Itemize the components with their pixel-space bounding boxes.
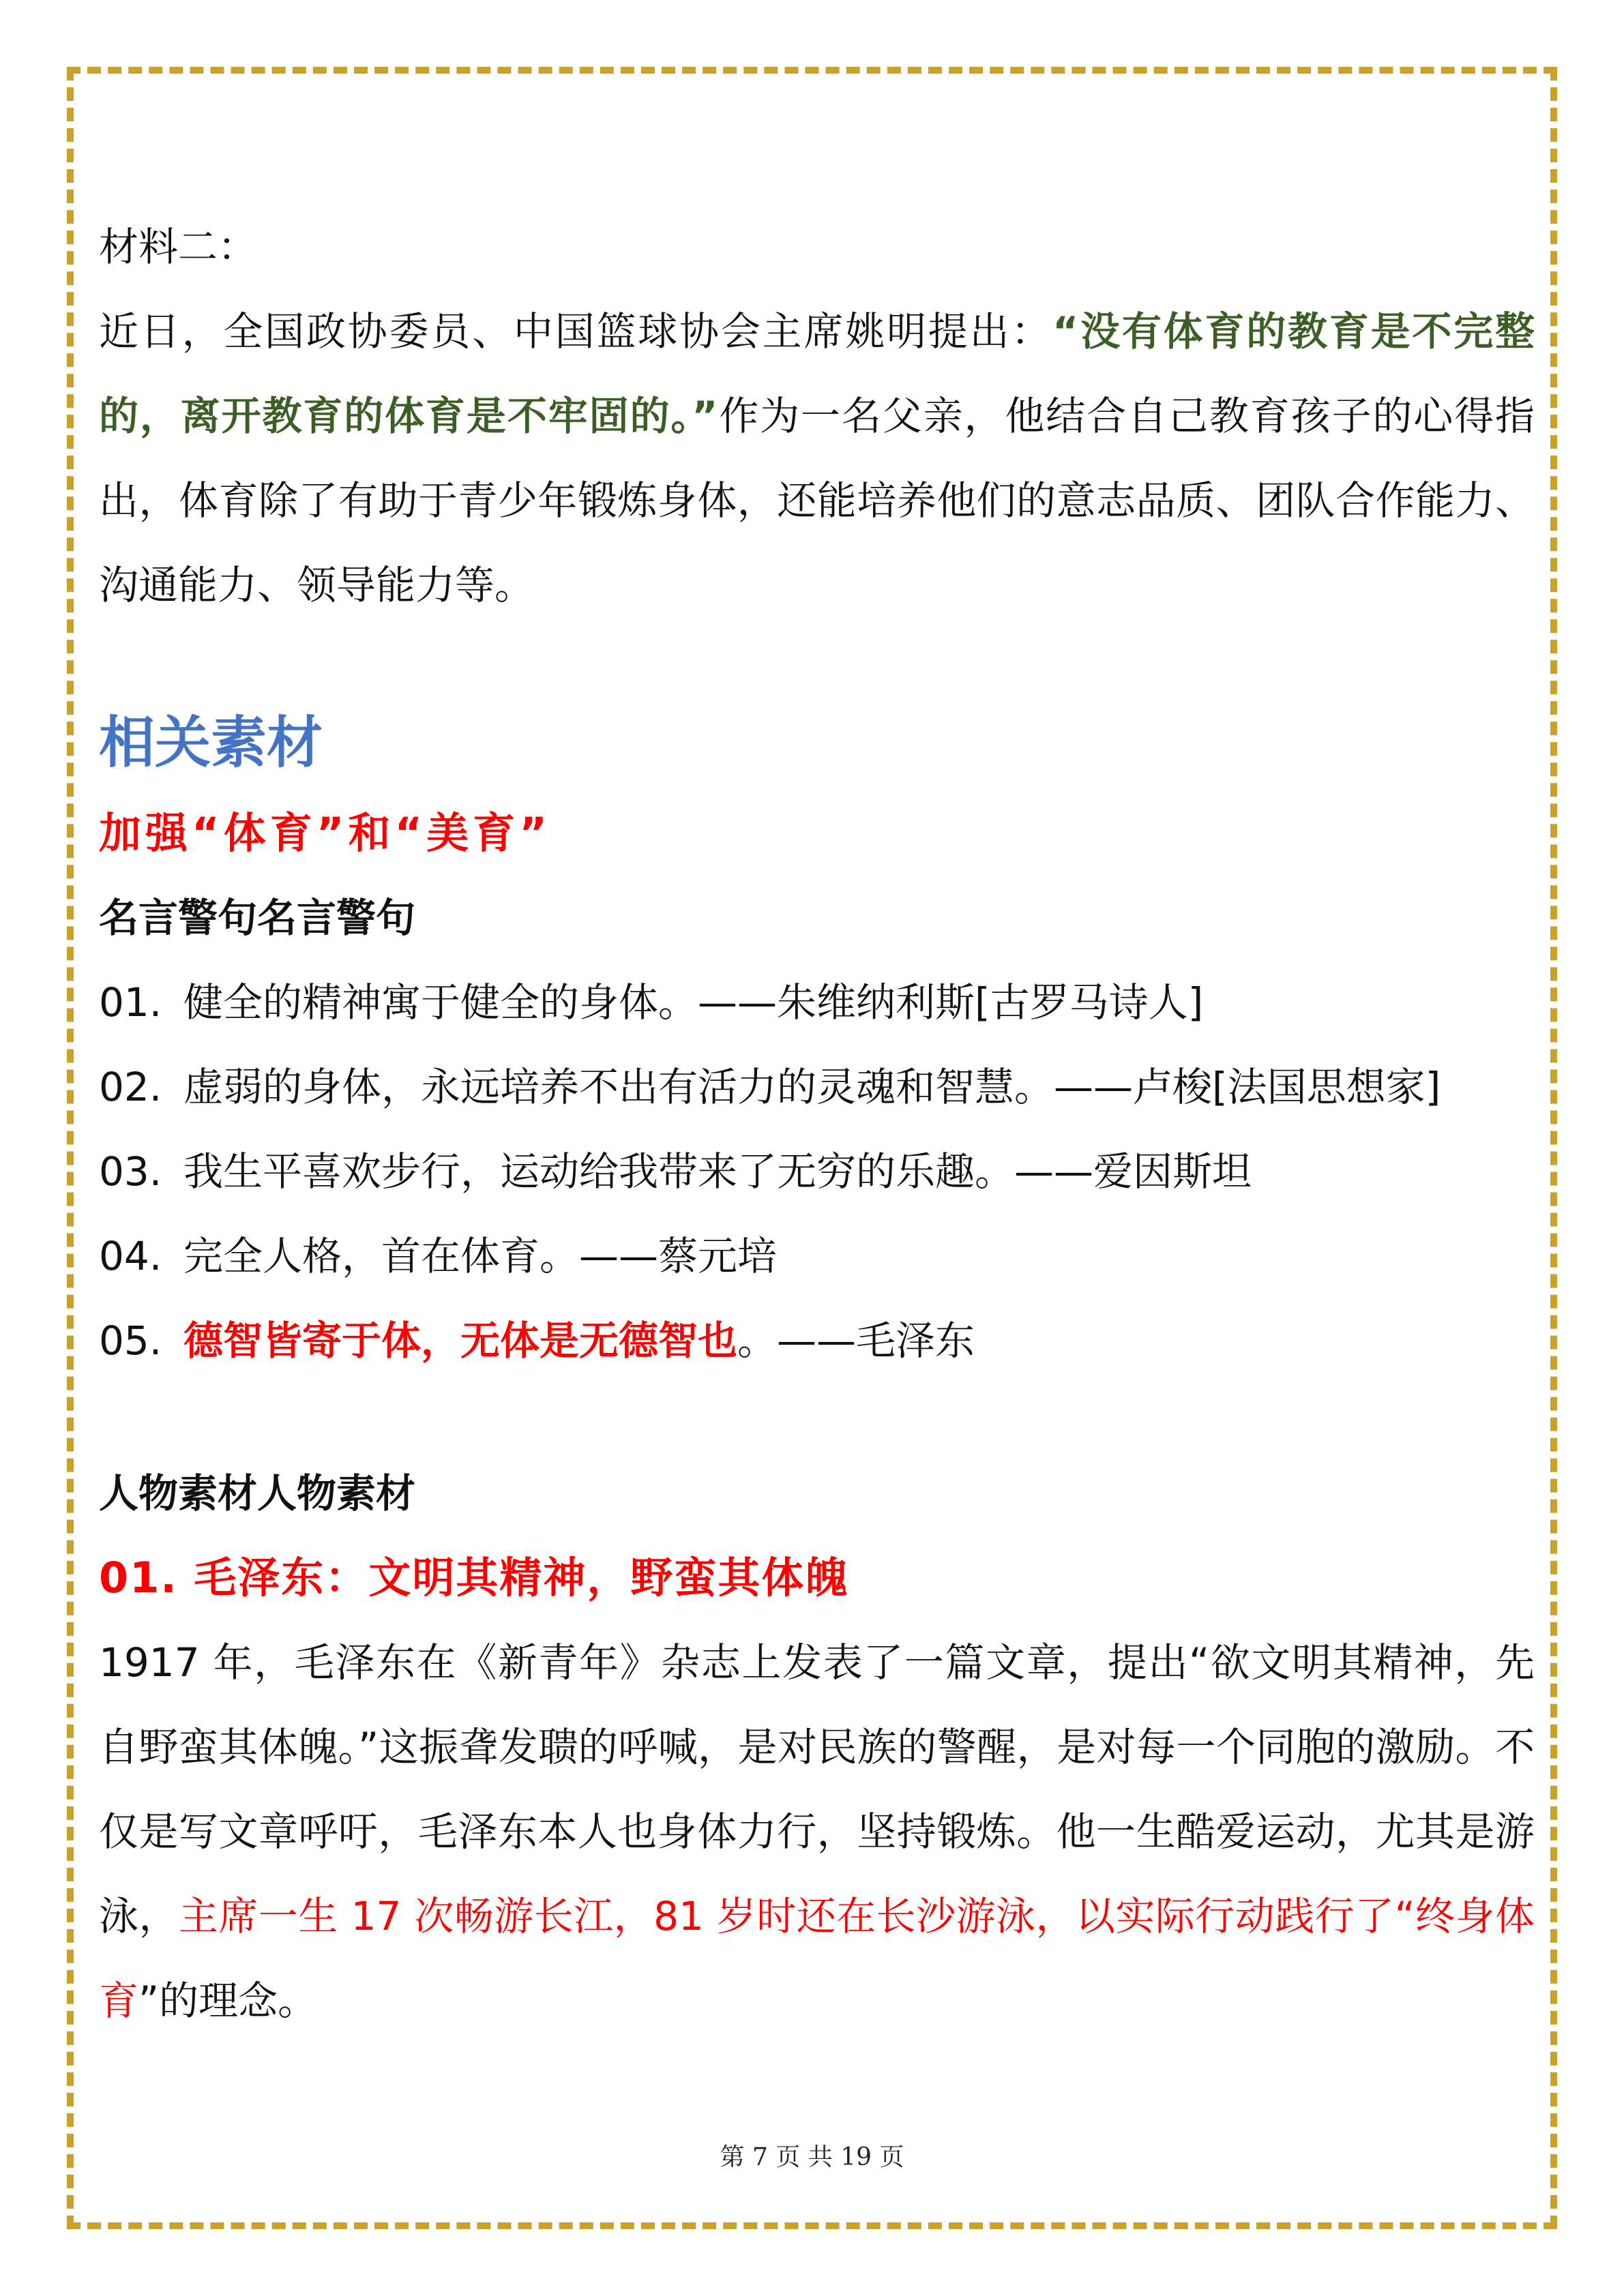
person-title: 01. 毛泽东：文明其精神，野蛮其体魄 [99, 1553, 849, 1602]
yao-ming-quote: “没有体育的教育是不完整的，离开教育的体育是不牢固的。” [99, 308, 1535, 439]
quote-text: 完全人格，首在体育。——蔡元培 [183, 1233, 778, 1279]
person-paragraph [99, 1620, 1535, 2043]
quote-item [99, 1214, 1535, 1298]
material-paragraph [99, 289, 1535, 627]
quote-number: 03. [99, 1148, 162, 1195]
quotes-heading: 名言警句名言警句 [99, 895, 416, 941]
quote-item [99, 960, 1535, 1045]
quote-number: 01. [99, 979, 162, 1026]
page-footer: 第 7 页 共 19 页 [720, 2143, 904, 2171]
quote-item [99, 1045, 1535, 1129]
person-highlight: 主席一生 17 次畅游长江，81 岁时还在长沙游泳，以实际行动践行了“终身体育 [99, 1893, 1535, 2024]
quote-text: 我生平喜欢步行，运动给我带来了无穷的乐趣。——爱因斯坦 [183, 1148, 1252, 1195]
quote-number: 04. [99, 1233, 162, 1279]
quote-text: 。——毛泽东 [737, 1317, 975, 1364]
person-text-start: 1917 年，毛泽东在《新青年》杂志上发表了一篇文章，提出“欲文明其精神，先自野蛮其体魄。”这振聋发聩的呼喊，是对民族的警醒，是对每一个同胞的激励。不仅是写文章呼吁，毛泽东本人也身体力行，坚持锻炼。他一生酷爱运动，尤其是游泳， [99, 1639, 1535, 1939]
spacer [99, 1383, 1535, 1451]
quote-text: 虚弱的身体，永远培养不出有活力的灵魂和智慧。——卢梭[法国思想家] [183, 1064, 1441, 1110]
material-heading: 材料二： [99, 224, 258, 270]
quote-number: 05. [99, 1317, 162, 1364]
quote-item [99, 1129, 1535, 1214]
material-text-start: 近日，全国政协委员、中国篮球协会主席姚明提出： [99, 308, 1053, 355]
quote-text: 健全的精神寓于健全的身体。——朱维纳利斯[古罗马诗人] [183, 979, 1204, 1026]
section-subtitle: 加强“体育”和“美育” [99, 808, 551, 858]
person-text-end: ”的理念。 [138, 1978, 318, 2024]
material-text-rest: 作为一名父亲，他结合自己教育孩子的心得指出，体育除了有助于青少年锻炼身体，还能培养他们的意志品质、团队合作能力、沟通能力、领导能力等。 [99, 393, 1535, 608]
quote-number: 02. [99, 1064, 162, 1110]
page-content [99, 205, 1535, 2043]
quote-highlight: 德智皆寄于体，无体是无德智也 [183, 1317, 738, 1364]
quote-item [99, 1298, 1535, 1383]
people-heading: 人物素材人物素材 [99, 1470, 416, 1517]
section-title: 相关素材 [99, 711, 323, 775]
